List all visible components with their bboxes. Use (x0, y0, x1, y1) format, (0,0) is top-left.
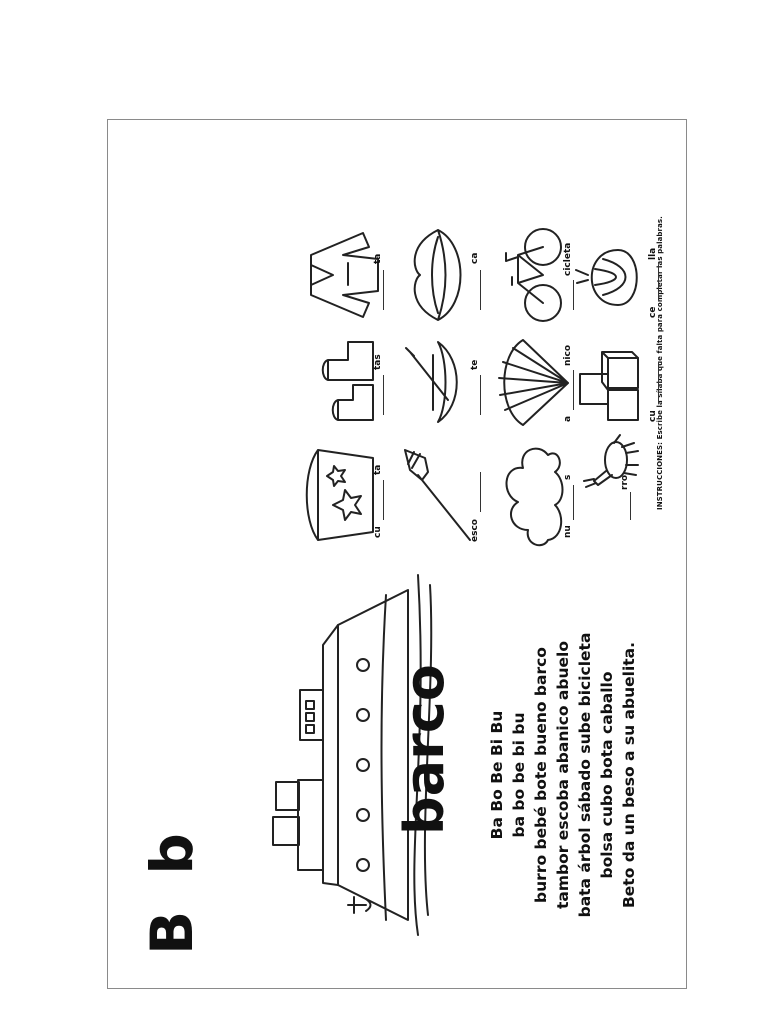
broom-icon (400, 440, 480, 550)
exercise-suffix: ta (373, 253, 383, 264)
exercise-prefix: esco (470, 519, 480, 542)
instructions-text: INSTRUCCIONES: Escribe la sílaba que falta para completar las palabras. (656, 216, 664, 510)
answer-blank[interactable] (630, 492, 631, 520)
lips-icon (398, 225, 478, 325)
answer-blank[interactable] (383, 480, 384, 520)
answer-blank[interactable] (658, 265, 659, 300)
onion-icon (573, 230, 653, 325)
word-line-4: bolsa cubo bota caballo (598, 671, 616, 879)
cloud-icon (493, 440, 568, 550)
exercise-prefix: ce (648, 306, 658, 318)
key-word-title: barco (393, 664, 456, 835)
answer-blank[interactable] (480, 270, 481, 310)
exercise-suffix: cicleta (563, 242, 573, 276)
exercise-suffix: nico (563, 344, 573, 366)
exercise-suffix: tas (373, 354, 383, 370)
word-line-3: bata árbol sábado sube bicicleta (576, 632, 594, 918)
worksheet-sheet (108, 120, 688, 990)
boat-icon (398, 335, 478, 430)
exercise-prefix: nu (563, 525, 573, 538)
exercise-suffix: ca (470, 252, 480, 264)
word-line-1: burro bebé bote bueno barco (532, 647, 550, 903)
exercise-suffix: rro (620, 474, 630, 490)
blocks-icon (578, 335, 648, 430)
exercise-prefix: cu (373, 526, 383, 538)
sentence-line: Beto da un beso a su abuelita. (620, 641, 638, 909)
bicycle-icon (488, 225, 573, 325)
donkey-icon (576, 425, 646, 495)
answer-blank[interactable] (383, 375, 384, 415)
answer-blank[interactable] (573, 485, 574, 520)
answer-blank[interactable] (658, 362, 659, 402)
answer-blank[interactable] (480, 375, 481, 415)
exercise-suffix: lla (648, 247, 658, 260)
worksheet-frame (107, 119, 687, 989)
boots-icon (303, 335, 383, 430)
exercise-prefix: a (563, 415, 573, 422)
robe-icon (303, 225, 383, 325)
syllables-lower: ba bo be bi bu (510, 712, 528, 838)
exercise-suffix: s (563, 474, 573, 480)
syllables-upper: Ba Bo Be Bi Bu (488, 710, 506, 840)
word-line-2: tambor escoba abanico abuelo (554, 641, 572, 909)
answer-blank[interactable] (480, 472, 481, 512)
answer-blank[interactable] (573, 370, 574, 410)
exercise-suffix: te (470, 359, 480, 370)
letters-heading: B b (138, 825, 206, 955)
answer-blank[interactable] (383, 270, 384, 310)
exercise-prefix: cu (648, 410, 658, 422)
answer-blank[interactable] (573, 280, 574, 310)
bucket-icon (303, 440, 383, 550)
exercise-suffix: ta (373, 464, 383, 475)
fan-icon (493, 335, 573, 430)
